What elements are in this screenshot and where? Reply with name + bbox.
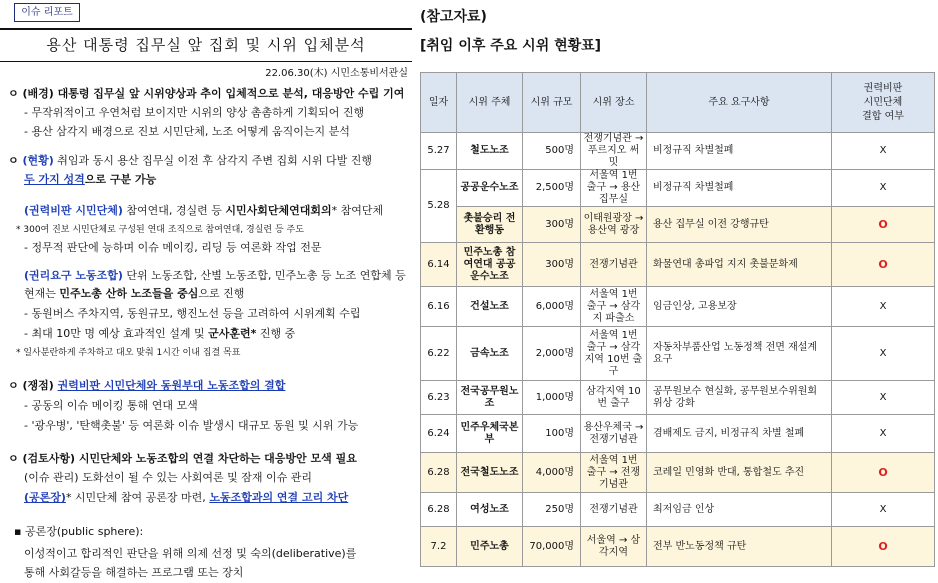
table-row: 6.28 전국철도노조 4,000명 서울역 1번 출구 → 전쟁기념관 코레일 민영화 반대, 통합철도 추진 O (421, 453, 935, 493)
civic-group-line: (권력비판 시민단체) 참여연대, 경실련 등 시민사회단체연대회의* 참여단체 (24, 204, 384, 217)
public-sphere-line-2: 통해 사회갈등을 해결하는 프로그램 또는 장치 (24, 566, 244, 579)
table-row: 6.28 여성노조 250명 전쟁기념관 최저임금 인상 X (421, 493, 935, 527)
review-heading: ㅇ (검토사항) 시민단체와 노동조합의 연결 차단하는 대응방안 모색 필요 (8, 452, 357, 465)
background-heading: ㅇ (배경) 대통령 집무실 앞 시위양상과 추이 입체적으로 분석, 대응방안 수립 기여 (8, 87, 405, 100)
table-row: 5.27 철도노조 500명 전쟁기념관 → 푸르지오 써밋 비정규직 차별철폐 X (421, 133, 935, 170)
table-row: 촛불승리 전환행동 300명 이태원광장 → 용산역 광장 용산 집무실 이전 강행규탄 O (421, 207, 935, 243)
status-heading: ㅇ (현황) 취임과 동시 용산 집무실 이전 후 삼각지 주변 집회 시위 다발 진행 (8, 154, 373, 167)
labor-union-line-2: 현재는 민주노총 산하 노조들을 중심으로 진행 (24, 287, 245, 300)
issue-report-tag: 이슈 리포트 (14, 3, 80, 22)
labor-union-line: (권리요구 노동조합) 단위 노동조합, 산별 노동조합, 민주노총 등 노조 연합체 등 (24, 269, 406, 282)
table-title: [취임 이후 주요 시위 현황표] (420, 38, 602, 54)
header-req: 주요 요구사항 (647, 73, 832, 133)
background-point-1: - 무작위적이고 우연처럼 보이지만 시위의 양상 촘촘하게 기획되어 진행 (24, 106, 365, 119)
labor-union-point-1: - 동원버스 주차지역, 동원규모, 행진노선 등을 고려하여 시위계획 수립 (24, 307, 361, 320)
table-header-row (421, 73, 935, 133)
public-sphere-heading: ▪ 공론장(public sphere): (14, 525, 144, 538)
header-size: 시위 규모 (523, 73, 581, 133)
header-date: 일자 (421, 73, 457, 133)
table-row: 5.28 공공운수노조 2,500명 서울역 1번 출구 → 용산 집무실 비정규직 차별철폐 X (421, 170, 935, 207)
public-sphere-line-1: 이성적이고 합리적인 판단을 위해 의제 선정 및 숙의(deliberative)를 (24, 547, 357, 560)
issue-report-document (0, 0, 412, 583)
issue-point-1: - 공동의 이슈 메이킹 통해 연대 모색 (24, 399, 198, 412)
table-row: 6.14 민주노총 참여연대 공공운수노조 300명 전쟁기념관 화물연대 총파업 지지 촛불문화제 O (421, 243, 935, 287)
reference-title: (참고자료) (420, 9, 487, 25)
table-row: 6.22 금속노조 2,000명 서울역 1번 출구 → 삼각지역 10번 출구 자동차부품산업 노동정책 전면 재설계 요구 X (421, 327, 935, 381)
labor-union-note: * 일사분란하게 주차하고 대오 맞춰 1시간 이내 집결 목표 (16, 348, 241, 358)
protest-status-table (420, 72, 935, 567)
table-row: 6.24 민주우체국본부 100명 용산우체국 → 전쟁기념관 겸배제도 금지, 비정규직 차별 철폐 X (421, 415, 935, 453)
report-date: 22.06.30(木) 시민소통비서관실 (265, 68, 408, 79)
cut-link-link: 노동조합과의 연결 고리 차단 (209, 491, 349, 504)
labor-union-point-2: - 최대 10만 명 예상 효과적인 설계 및 군사훈련* 진행 중 (24, 327, 296, 340)
review-point-1: (이슈 관리) 도화선이 될 수 있는 사회여론 및 잠재 이슈 관리 (24, 471, 312, 484)
civic-group-point: - 정무적 판단에 능하며 이슈 메이킹, 리딩 등 여론화 작업 전문 (24, 241, 322, 254)
report-title: 용산 대통령 집무실 앞 집회 및 시위 입체분석 (0, 28, 412, 62)
issue-heading: ㅇ (쟁점) 권력비판 시민단체와 동원부대 노동조합의 결합 (8, 379, 286, 392)
two-types-link: 두 가지 성격 (24, 173, 85, 186)
review-point-2: (공론장)* 시민단체 참여 공론장 마련, 노동조합과의 연결 고리 차단 (24, 491, 349, 504)
status-subline: 두 가지 성격으로 구분 가능 (24, 173, 157, 186)
background-point-2: - 용산 삼각지 배경으로 진보 시민단체, 노조 어떻게 움직이는지 분석 (24, 125, 350, 138)
issue-point-2: - '광우병', '탄핵촛불' 등 여론화 이슈 발생시 대규모 동원 및 시위 가능 (24, 419, 359, 432)
table-row: 7.2 민주노총 70,000명 서울역 → 삼각지역 전부 반노동정책 규탄 O (421, 527, 935, 567)
reference-section (420, 0, 938, 583)
civic-group-note: * 300여 진보 시민단체로 구성된 연대 조직으로 참여연대, 경실련 등 주도 (16, 225, 304, 235)
table-row: 6.23 전국공무원노조 1,000명 삼각지역 10번 출구 공무원보수 현실화, 공무원보수위원회 위상 강화 X (421, 381, 935, 415)
coalition-link: 권력비판 시민단체와 동원부대 노동조합의 결합 (57, 379, 286, 392)
header-place: 시위 장소 (581, 73, 647, 133)
table-row: 6.16 건설노조 6,000명 서울역 1번 출구 → 삼각지 파출소 임금인상, 고용보장 X (421, 287, 935, 327)
header-org: 시위 주체 (457, 73, 523, 133)
header-link: 권력비판 시민단체 결합 여부 (832, 73, 935, 133)
